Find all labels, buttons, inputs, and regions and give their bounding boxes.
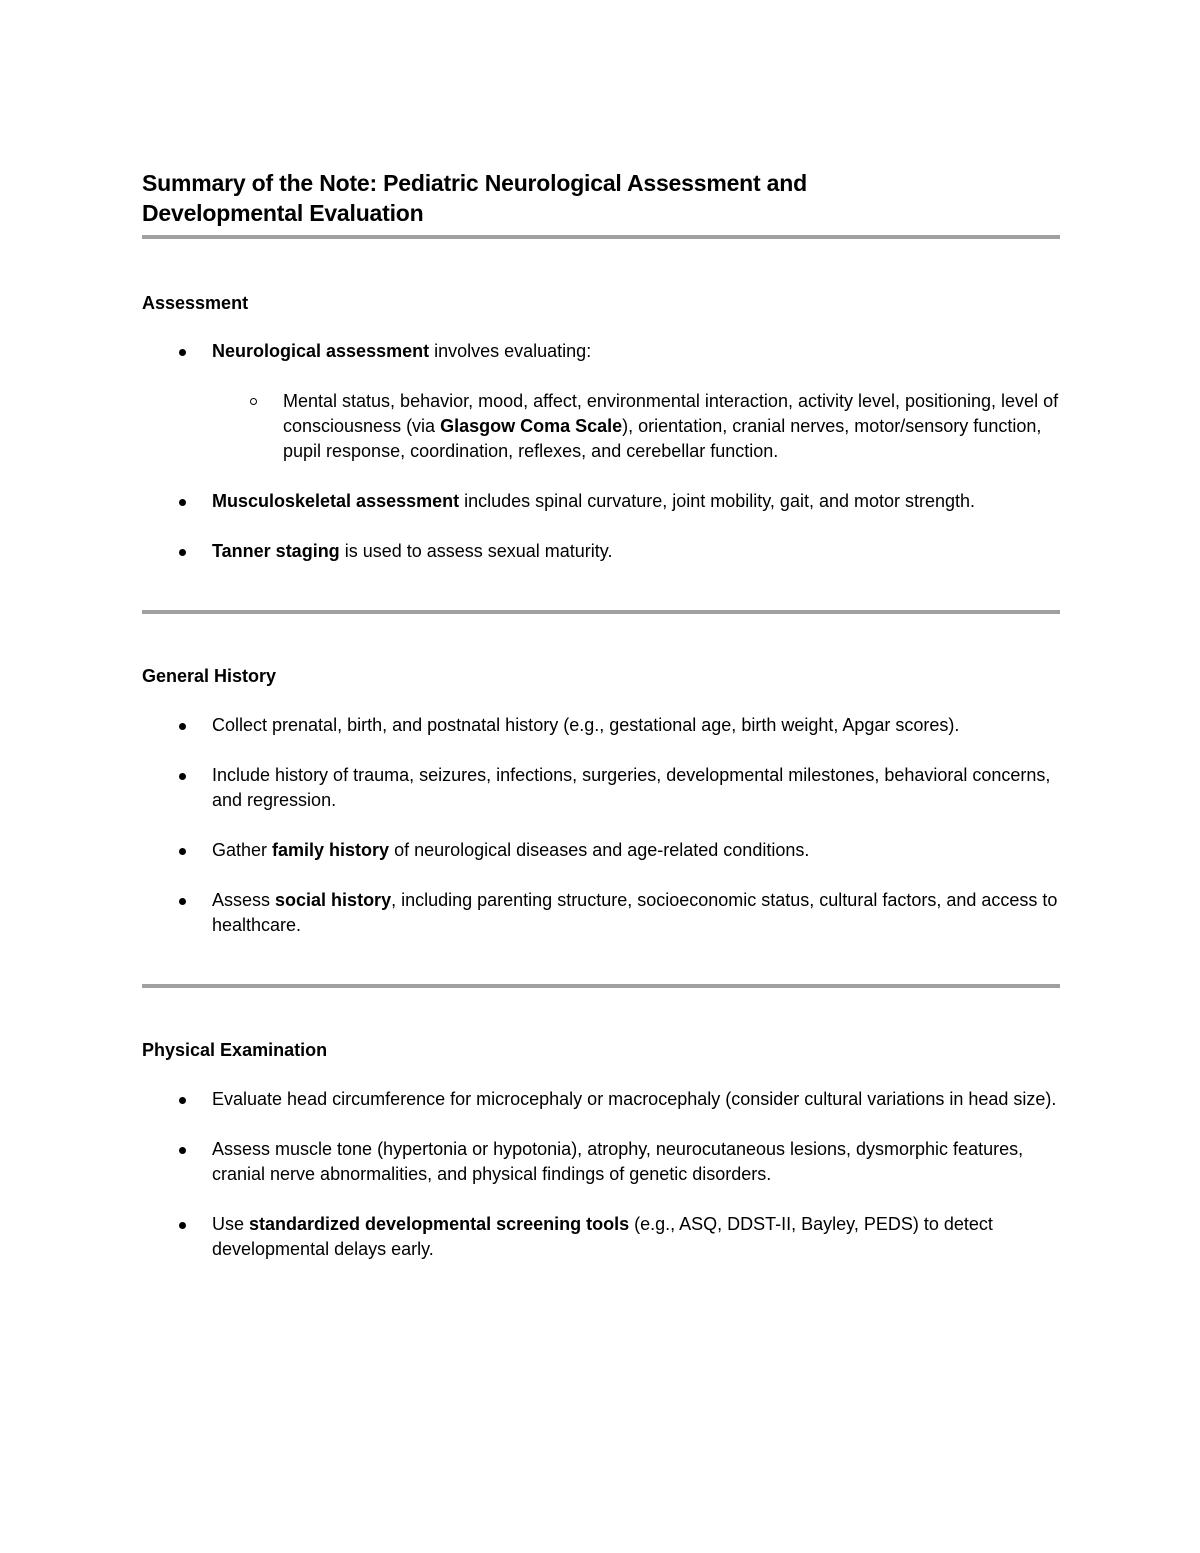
- list-item: [142, 489, 1060, 514]
- bullet-icon: [179, 499, 186, 506]
- bold-term: standardized developmental screening tools: [249, 1214, 630, 1234]
- list-item: [142, 1137, 1060, 1187]
- list-item: [142, 539, 1060, 564]
- document-content: [142, 168, 1060, 1262]
- bold-term: Tanner staging: [212, 541, 340, 561]
- title-line-1: Summary of the Note: Pediatric Neurological Assessment and: [142, 170, 807, 196]
- bullet-icon: [179, 898, 186, 905]
- bullet-icon: [179, 1147, 186, 1154]
- item-text: Collect prenatal, birth, and postnatal history (e.g., gestational age, birth weight, Apgar scores).: [212, 715, 960, 735]
- list-item: [142, 838, 1060, 863]
- item-text: involves evaluating:: [429, 341, 592, 361]
- item-text: Mental status, behavior, mood, affect, environmental interaction, activity level, positioning, level of consciousness (via: [283, 391, 1059, 436]
- list-item: [142, 713, 1060, 738]
- bullet-icon: [179, 773, 186, 780]
- assessment-list: [142, 339, 1060, 564]
- bullet-icon: [179, 549, 186, 556]
- general-history-list: [142, 713, 1060, 938]
- section-divider: [142, 984, 1060, 988]
- list-item: [142, 339, 1060, 364]
- bullet-icon: [179, 723, 186, 730]
- document-title: [142, 168, 1060, 228]
- item-text: Include history of trauma, seizures, infections, surgeries, developmental milestones, behavioral concerns, and regression.: [212, 765, 1051, 810]
- bold-term: Musculoskeletal assessment: [212, 491, 460, 511]
- title-divider: [142, 235, 1060, 239]
- title-line-2: Developmental Evaluation: [142, 200, 424, 226]
- sub-list-item: [142, 389, 1060, 464]
- list-item: [142, 763, 1060, 813]
- item-text: Use: [212, 1214, 250, 1234]
- bold-term: family history: [272, 840, 390, 860]
- item-text: Evaluate head circumference for microcephaly or macrocephaly (consider cultural variations in head size).: [212, 1089, 1057, 1109]
- assessment-heading: Assessment: [142, 293, 249, 313]
- bold-term: Glasgow Coma Scale: [440, 416, 623, 436]
- list-item: [142, 1212, 1060, 1262]
- item-text: Gather: [212, 840, 273, 860]
- item-text: ), orientation, cranial nerves, motor/sensory function, pupil response, coordination, reflexes, and cerebellar function.: [283, 416, 1042, 461]
- item-text: includes spinal curvature, joint mobility, gait, and motor strength.: [459, 491, 976, 511]
- bold-term: Neurological assessment: [212, 341, 430, 361]
- list-item: [142, 1087, 1060, 1112]
- item-text: (e.g., ASQ, DDST-II, Bayley, PEDS) to detect developmental delays early.: [212, 1214, 993, 1259]
- bullet-icon: [179, 848, 186, 855]
- item-text: , including parenting structure, socioeconomic status, cultural factors, and access to healthcare.: [212, 890, 1058, 935]
- item-text: Assess muscle tone (hypertonia or hypotonia), atrophy, neurocutaneous lesions, dysmorphic features, cranial nerve abnormalities, and physical findings of genetic disorders.: [212, 1139, 1024, 1184]
- general-history-heading: General History: [142, 666, 277, 686]
- item-text: is used to assess sexual maturity.: [339, 541, 613, 561]
- item-text: Assess: [212, 890, 276, 910]
- item-text: of neurological diseases and age-related conditions.: [389, 840, 810, 860]
- bullet-icon: [179, 1222, 186, 1229]
- bullet-icon: [179, 1097, 186, 1104]
- physical-examination-list: [142, 1087, 1060, 1262]
- bold-term: social history: [275, 890, 392, 910]
- physical-examination-heading: Physical Examination: [142, 1040, 328, 1060]
- hollow-bullet-icon: [250, 398, 257, 405]
- section-divider: [142, 610, 1060, 614]
- list-item: [142, 888, 1060, 938]
- bullet-icon: [179, 349, 186, 356]
